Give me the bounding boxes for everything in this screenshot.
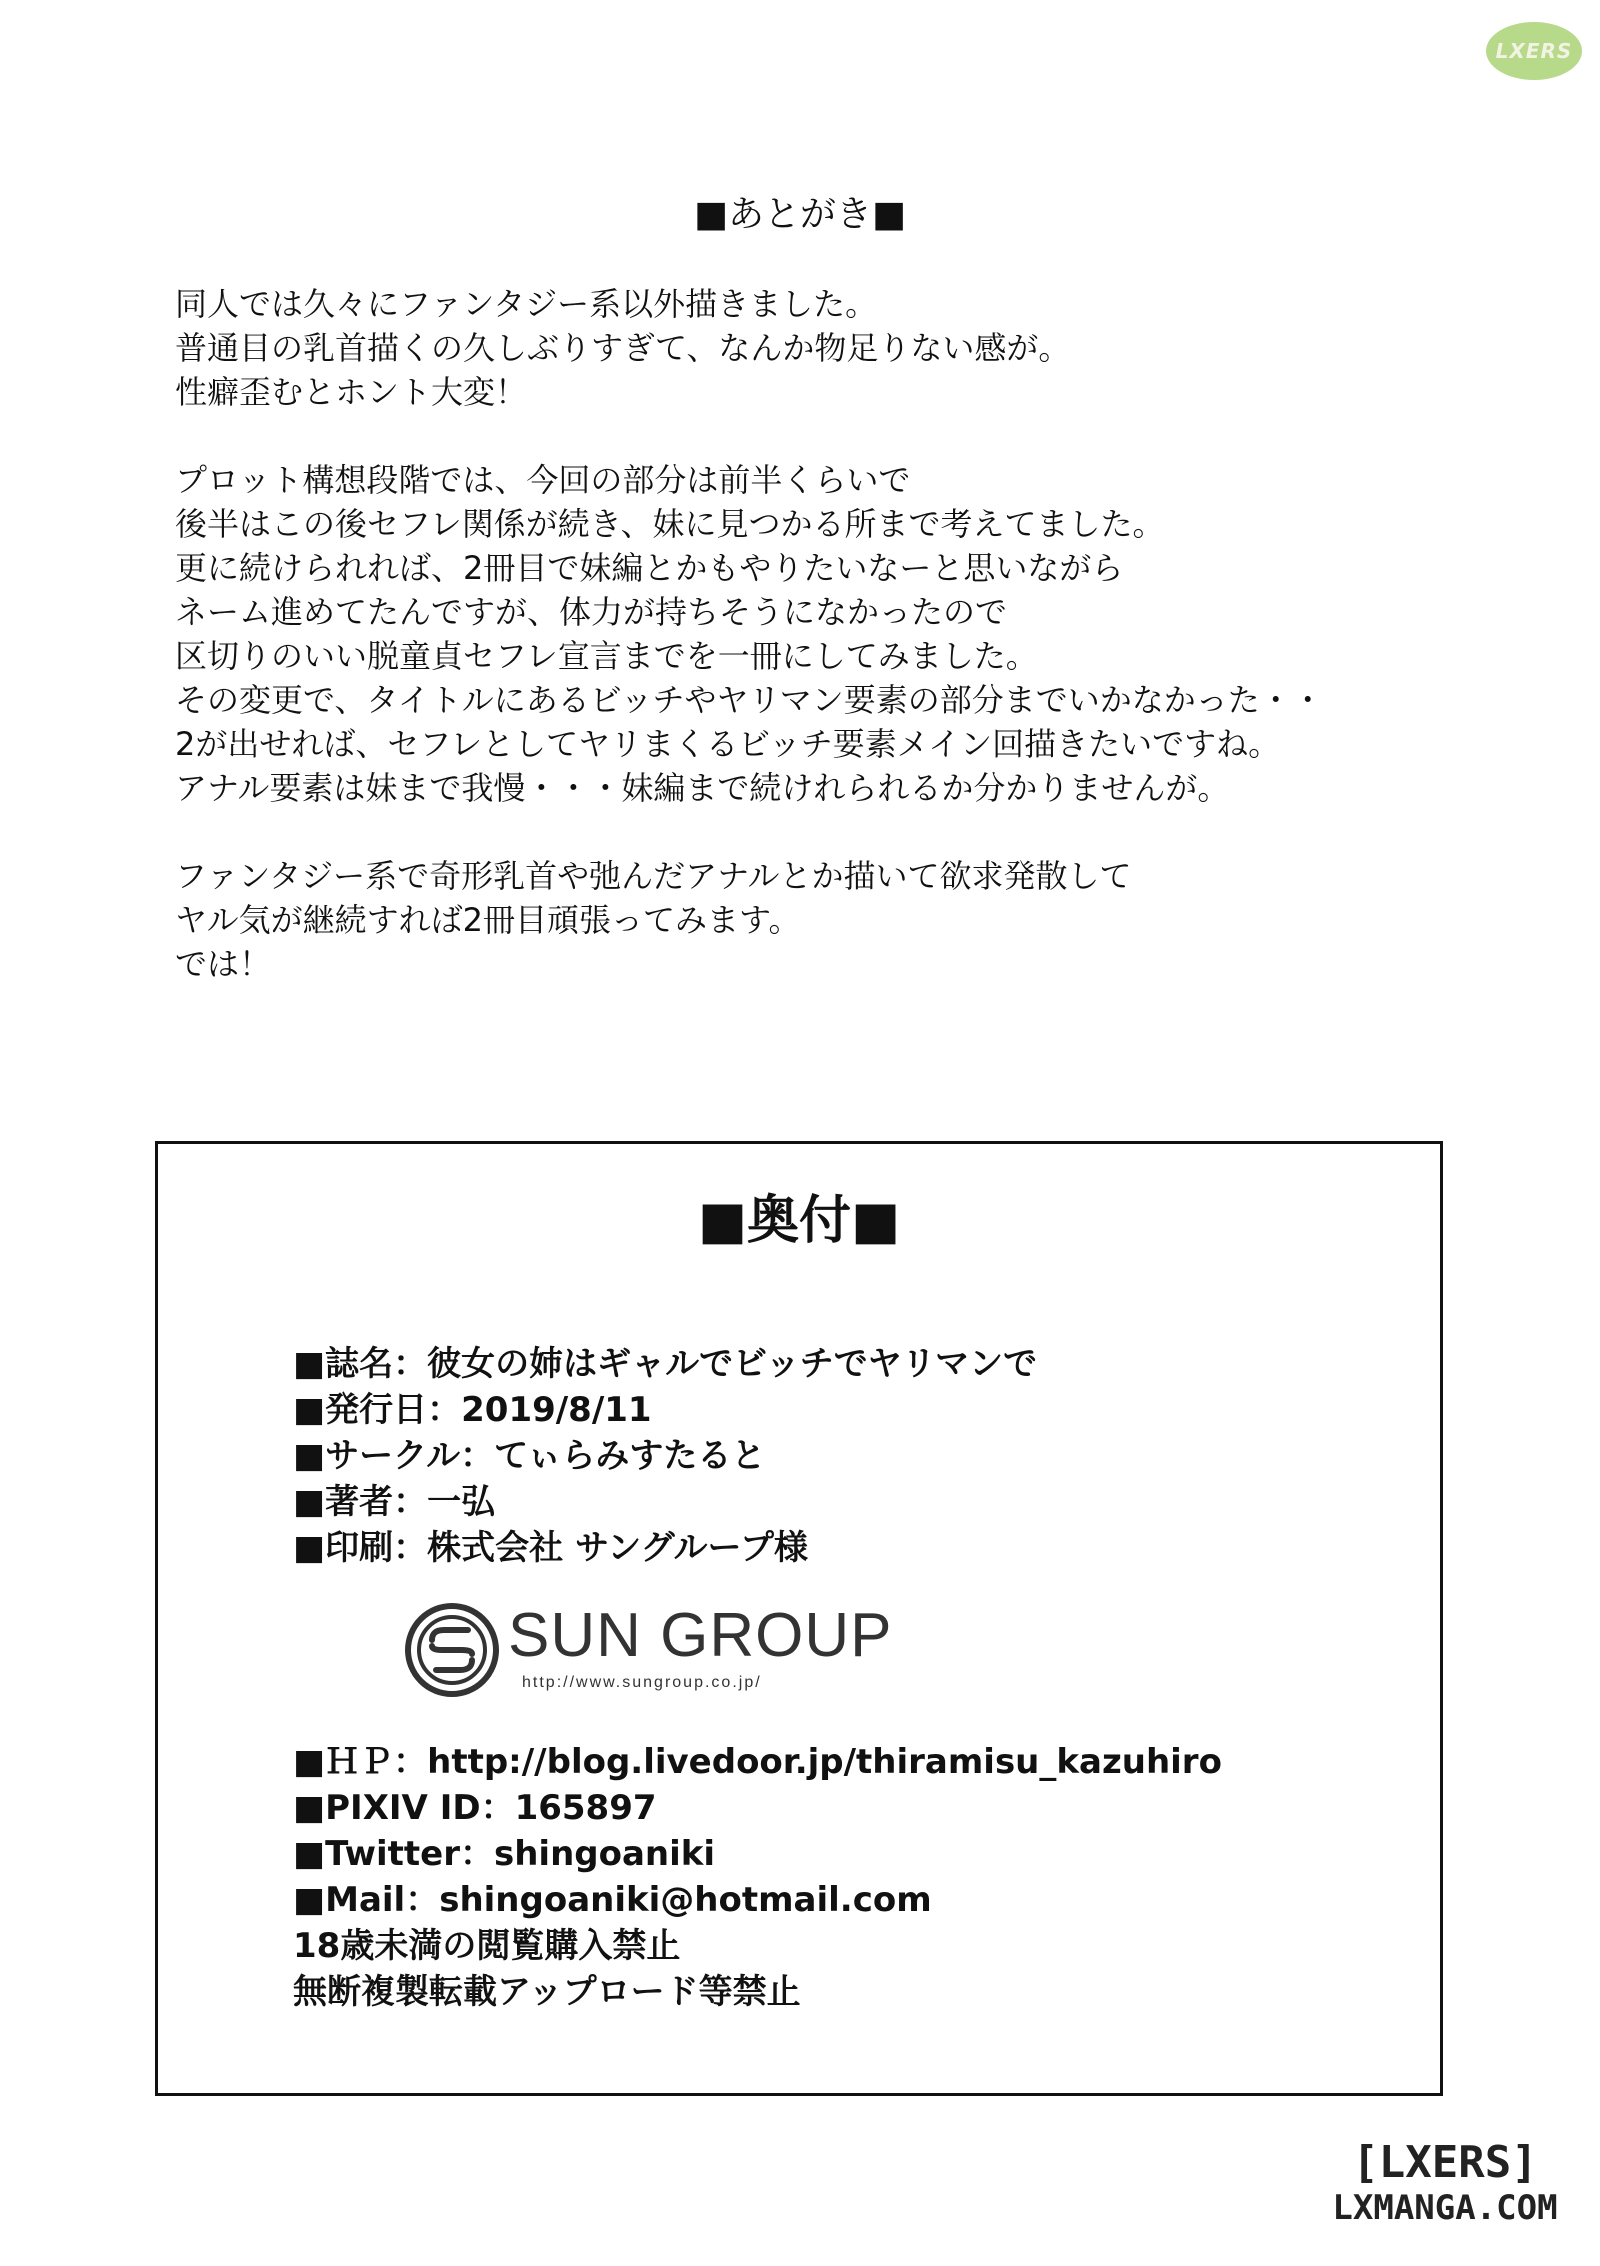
- colophon-title: ■奥付■: [697, 1191, 901, 1251]
- afterword-line: プロット構想段階では、今回の部分は前半くらいで: [175, 461, 911, 499]
- afterword-line: 区切りのいい脱童貞セフレ宣言までを一冊にしてみました。: [175, 637, 1038, 675]
- lxers-badge-logo: LXERS: [1486, 22, 1582, 80]
- twitter-handle: ■Twitter：shingoaniki: [293, 1834, 716, 1874]
- magazine-name: ■誌名：彼女の姉はギャルでビッチでヤリマンで: [293, 1344, 1038, 1384]
- homepage-url: ■ＨＰ：http://blog.livedoor.jp/thiramisu_kazuhiro: [293, 1742, 1222, 1782]
- sun-group-logo-text: SUN GROUP: [508, 1601, 893, 1670]
- publish-date: ■発行日：2019/8/11: [293, 1390, 652, 1430]
- site-watermark: [1300, 2138, 1590, 2228]
- copyright-notice: 無断複製転載アップロード等禁止: [293, 1972, 801, 2012]
- afterword-line: 更に続けられれば、2冊目で妹編とかもやりたいなーと思いながら: [175, 549, 1124, 587]
- pixiv-id: ■PIXIV ID：165897: [293, 1788, 657, 1828]
- afterword-title: ■あとがき■: [693, 194, 907, 235]
- printer-name: ■印刷：株式会社 サングループ様: [293, 1528, 808, 1568]
- afterword-line: アナル要素は妹まで我慢・・・妹編まで続けれられるか分かりませんが。: [175, 769, 1230, 807]
- afterword-line: 性癖歪むとホント大変！: [175, 373, 528, 411]
- afterword-line: 後半はこの後セフレ関係が続き、妹に見つかる所まで考えてました。: [175, 505, 1165, 543]
- sun-group-emblem-icon: [402, 1600, 502, 1700]
- age-restriction-notice: 18歳未満の閲覧購入禁止: [293, 1926, 681, 1966]
- colophon-box: [155, 1141, 1443, 2096]
- afterword-line: ファンタジー系で奇形乳首や弛んだアナルとか描いて欲求発散して: [175, 857, 1132, 895]
- author-name: ■著者：一弘: [293, 1482, 496, 1522]
- sun-group-url: http://www.sungroup.co.jp/: [522, 1674, 762, 1691]
- afterword-line: 普通目の乳首描くの久しぶりすぎて、なんか物足りない感が。: [175, 329, 1071, 367]
- afterword-line: 2が出せれば、セフレとしてヤリまくるビッチ要素メイン回描きたいですね。: [175, 725, 1281, 763]
- afterword-line: では！: [175, 945, 272, 983]
- afterword-line: ネーム進めてたんですが、体力が持ちそうになかったので: [175, 593, 1008, 631]
- circle-name: ■サークル：てぃらみすたると: [293, 1436, 766, 1476]
- afterword-line: その変更で、タイトルにあるビッチやヤリマン要素の部分までいかなかった・・: [175, 681, 1324, 719]
- afterword-line: 同人では久々にファンタジー系以外描きました。: [175, 285, 878, 323]
- watermark-line-1: [LXERS]: [1352, 2137, 1538, 2188]
- watermark-line-2: LXMANGA.COM: [1332, 2188, 1558, 2228]
- sun-group-logo: [402, 1600, 922, 1710]
- afterword-text: [175, 282, 1425, 986]
- mail-address: ■Mail：shingoaniki@hotmail.com: [293, 1880, 932, 1920]
- afterword-line: ヤル気が継続すれば2冊目頑張ってみます。: [175, 901, 801, 939]
